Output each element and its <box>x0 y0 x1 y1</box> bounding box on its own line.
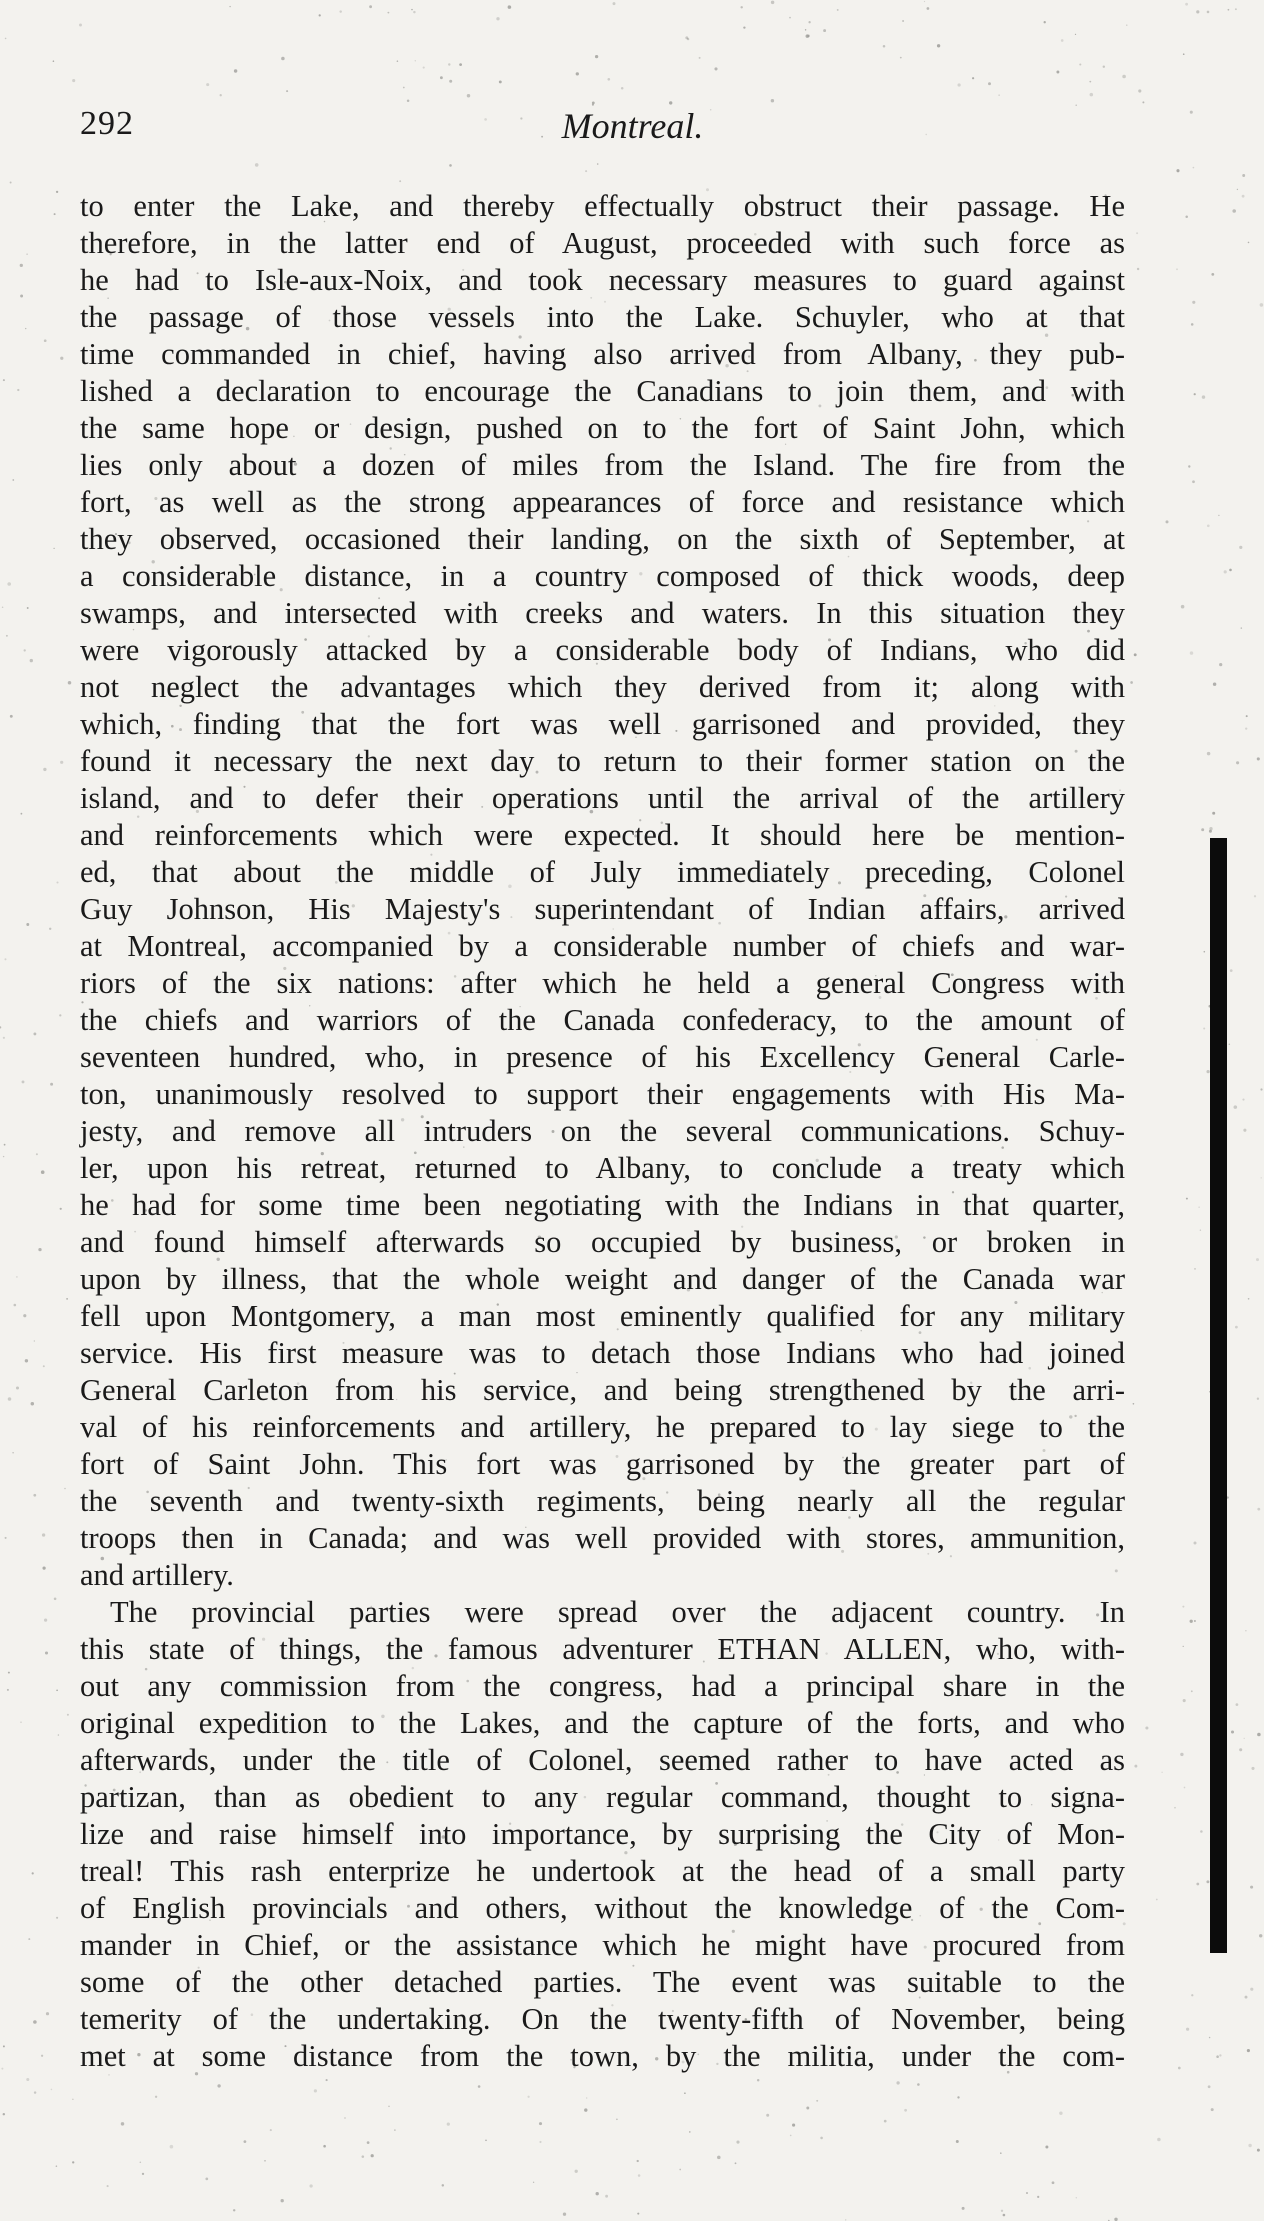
text-line: found it necessary the next day to return to their former station on the <box>80 744 1125 778</box>
text-line: they observed, occasioned their landing, on the sixth of September, at <box>80 522 1125 556</box>
text-line: the chiefs and warriors of the Canada confederacy, to the amount of <box>80 1003 1125 1037</box>
text-line: some of the other detached parties. The event was suitable to the <box>80 1965 1125 1999</box>
text-line: a considerable distance, in a country composed of thick woods, deep <box>80 559 1125 593</box>
text-line: fort of Saint John. This fort was garrisoned by the greater part of <box>80 1447 1125 1481</box>
text-line: he had for some time been negotiating with the Indians in that quarter, <box>80 1188 1125 1222</box>
text-line: ton, unanimously resolved to support their engagements with His Ma- <box>80 1077 1125 1111</box>
text-line: treal! This rash enterprize he undertook at the head of a small party <box>80 1854 1125 1888</box>
text-line: were vigorously attacked by a considerable body of Indians, who did <box>80 633 1125 667</box>
text-line: General Carleton from his service, and being strengthened by the arri- <box>80 1373 1125 1407</box>
text-line: jesty, and remove all intruders on the several communications. Schuy- <box>80 1114 1125 1148</box>
text-line: partizan, than as obedient to any regular command, thought to signa- <box>80 1780 1125 1814</box>
text-line: Guy Johnson, His Majesty's superintendant of Indian affairs, arrived <box>80 892 1125 926</box>
page-number: 292 <box>80 105 134 142</box>
text-line: val of his reinforcements and artillery, he prepared to lay siege to the <box>80 1410 1125 1444</box>
text-line: fort, as well as the strong appearances of force and resistance which <box>80 485 1125 519</box>
text-line: lies only about a dozen of miles from the Island. The fire from the <box>80 448 1125 482</box>
text-line: afterwards, under the title of Colonel, seemed rather to have acted as <box>80 1743 1125 1777</box>
text-line: swamps, and intersected with creeks and waters. In this situation they <box>80 596 1125 630</box>
text-line: the seventh and twenty-sixth regiments, being nearly all the regular <box>80 1484 1125 1518</box>
text-line: ler, upon his retreat, returned to Albany, to conclude a treaty which <box>80 1151 1125 1185</box>
text-line: not neglect the advantages which they derived from it; along with <box>80 670 1125 704</box>
text-line: island, and to defer their operations until the arrival of the artillery <box>80 781 1125 815</box>
paragraph-end-line: and artillery. <box>80 1558 234 1592</box>
text-line: ed, that about the middle of July immediately preceding, Colonel <box>80 855 1125 889</box>
text-line: seventeen hundred, who, in presence of his Excellency General Carle- <box>80 1040 1125 1074</box>
text-line: time commanded in chief, having also arrived from Albany, they pub- <box>80 337 1125 371</box>
text-line: of English provincials and others, without the knowledge of the Com- <box>80 1891 1125 1925</box>
text-line: riors of the six nations: after which he held a general Congress with <box>80 966 1125 1000</box>
text-line: and found himself afterwards so occupied by business, or broken in <box>80 1225 1125 1259</box>
text-line: fell upon Montgomery, a man most eminently qualified for any military <box>80 1299 1125 1333</box>
margin-scan-bar <box>1210 838 1227 1953</box>
text-line: upon by illness, that the whole weight and danger of the Canada war <box>80 1262 1125 1296</box>
page-header <box>80 105 1125 155</box>
text-line: service. His first measure was to detach those Indians who had joined <box>80 1336 1125 1370</box>
text-line: lished a declaration to encourage the Canadians to join them, and with <box>80 374 1125 408</box>
text-line: the same hope or design, pushed on to the fort of Saint John, which <box>80 411 1125 445</box>
text-line: he had to Isle-aux-Noix, and took necessary measures to guard against <box>80 263 1125 297</box>
text-line: and reinforcements which were expected. It should here be mention- <box>80 818 1125 852</box>
text-line: therefore, in the latter end of August, proceeded with such force as <box>80 226 1125 260</box>
text-line: mander in Chief, or the assistance which he might have procured from <box>80 1928 1125 1962</box>
text-line: out any commission from the congress, had a principal share in the <box>80 1669 1125 1703</box>
running-title: Montreal. <box>561 106 704 146</box>
body-text <box>80 188 1125 2075</box>
text-line: the passage of those vessels into the Lake. Schuyler, who at that <box>80 300 1125 334</box>
text-line: to enter the Lake, and thereby effectually obstruct their passage. He <box>80 189 1125 223</box>
text-line: lize and raise himself into importance, by surprising the City of Mon- <box>80 1817 1125 1851</box>
text-line: at Montreal, accompanied by a considerable number of chiefs and war- <box>80 929 1125 963</box>
text-line: this state of things, the famous adventurer ETHAN ALLEN, who, with- <box>80 1632 1125 1666</box>
text-line: met at some distance from the town, by the militia, under the com- <box>80 2039 1125 2073</box>
text-line: original expedition to the Lakes, and the capture of the forts, and who <box>80 1706 1125 1740</box>
paragraph-start-line: The provincial parties were spread over the adjacent country. In <box>110 1595 1125 1629</box>
text-line: troops then in Canada; and was well provided with stores, ammunition, <box>80 1521 1125 1555</box>
text-line: temerity of the undertaking. On the twenty-fifth of November, being <box>80 2002 1125 2036</box>
text-line: which, finding that the fort was well garrisoned and provided, they <box>80 707 1125 741</box>
